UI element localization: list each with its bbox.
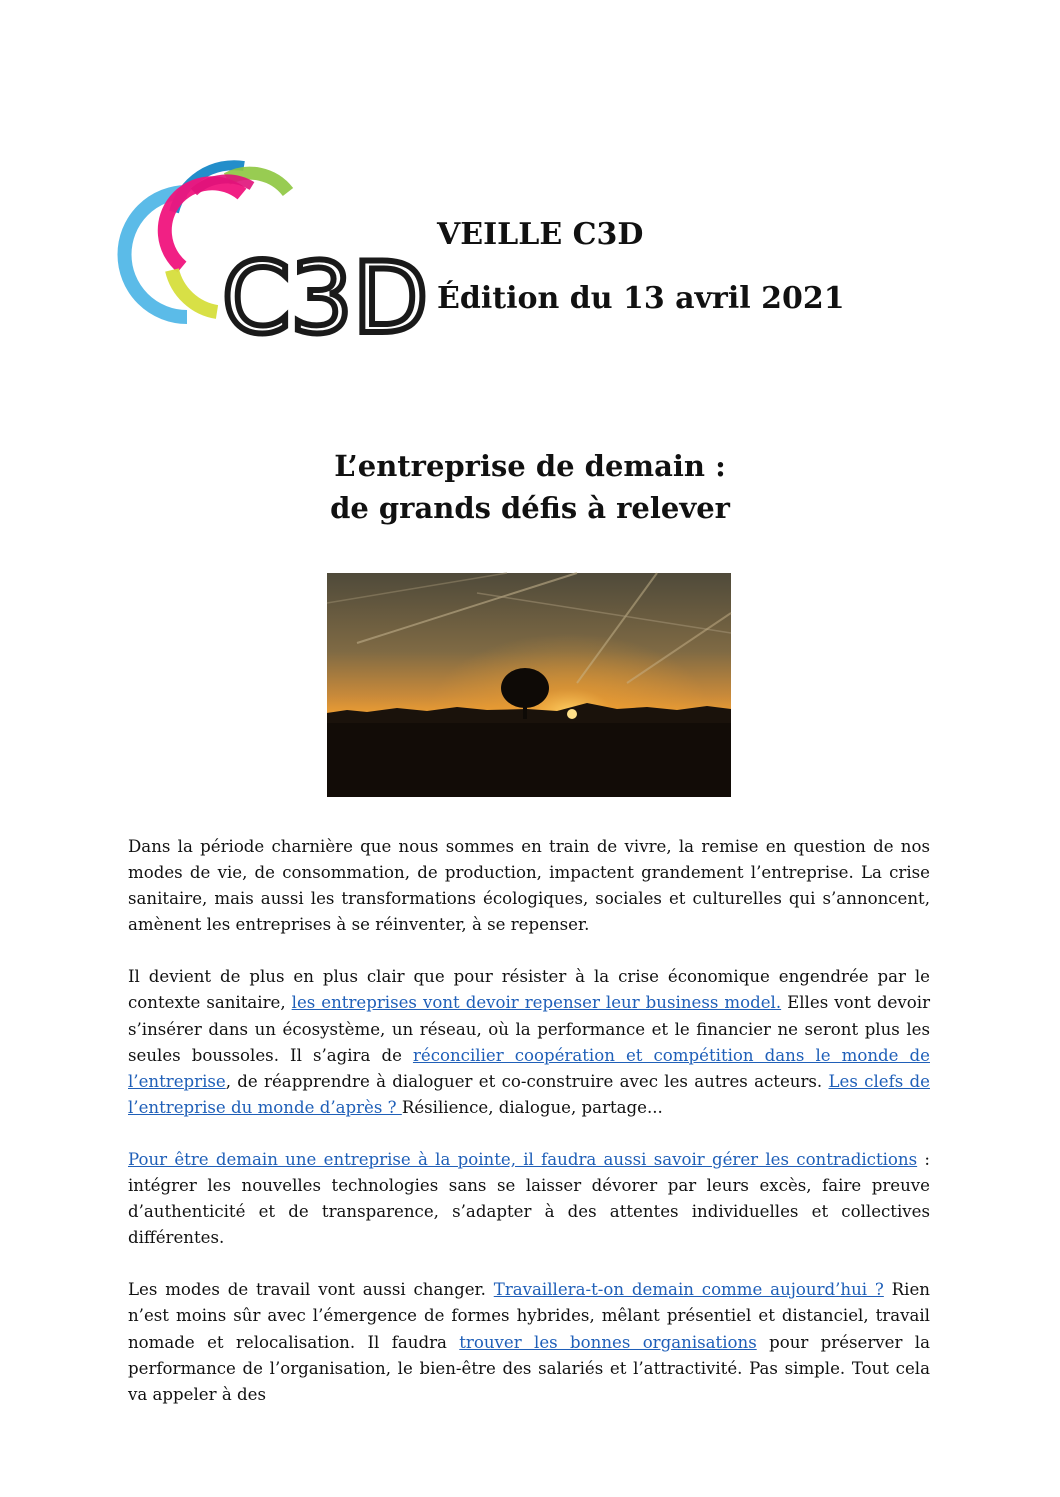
title-line-1: L’entreprise de demain :: [334, 449, 726, 483]
text: Elles vont devoir s’insérer dans un écosystème, un réseau, où la performance et le financier ne seront plus les seules boussoles. Il s’agira de: [128, 993, 931, 1065]
title-line-2: de grands défis à relever: [330, 491, 730, 525]
edition-date: Édition du 13 avril 2021: [437, 281, 845, 316]
article-title: [0, 445, 1060, 529]
edition-header: [437, 217, 845, 322]
link-travaillera-t-on[interactable]: Travaillera-t-on demain comme aujourd’hui ?: [493, 1280, 884, 1300]
text: Résilience, dialogue, partage...: [401, 1097, 663, 1117]
text: Les modes de travail vont aussi changer.: [128, 1280, 494, 1300]
text: pour préserver la performance de l’organisation, le bien-être des salariés et l’attractivité. Pas simple. Tout cela va appeler à des: [128, 1332, 930, 1404]
link-business-model[interactable]: les entreprises vont devoir repenser leur business model.: [291, 993, 782, 1013]
article-body: [128, 834, 930, 1434]
paragraph-3: [128, 1147, 930, 1251]
paragraph-1: Dans la période charnière que nous sommes en train de vivre, la remise en question de nos modes de vie, de consommation, de production, impactent grandement l’entreprise. La crise sanitaire, mais aussi les transformations écologiques, sociales et culturelles qui s’annoncent, amènent les entreprises à se réinventer, à se repenser.: [128, 837, 930, 935]
veille-title: VEILLE C3D: [437, 217, 644, 252]
link-bonnes-organisations[interactable]: trouver les bonnes organisations: [459, 1332, 757, 1352]
paragraph-2: [128, 964, 930, 1121]
text: , de réapprendre à dialoguer et co-construire avec les autres acteurs.: [225, 1071, 829, 1091]
logo-letters: C3D: [222, 242, 429, 356]
link-gerer-contradictions[interactable]: Pour être demain une entreprise à la pointe, il faudra aussi savoir gérer les contradictions: [128, 1149, 918, 1169]
link-clefs-entreprise[interactable]: Les clefs de l’entreprise du monde d’après ?: [128, 1071, 930, 1117]
paragraph-4: [128, 1277, 930, 1407]
link-cooperation-competition[interactable]: réconcilier coopération et compétition dans le monde de l’entreprise: [128, 1045, 930, 1091]
text: Rien n’est moins sûr avec l’émergence de formes hybrides, mêlant présentiel et distanciel, travail nomade et relocalisation. Il faudra: [128, 1280, 930, 1352]
text: Il devient de plus en plus clair que pour résister à la crise économique engendrée par le contexte sanitaire,: [128, 967, 930, 1013]
text: : intégrer les nouvelles technologies sans se laisser dévorer par leurs excès, faire preuve d’authenticité et de transparence, s’adapter à des attentes individuelles et collectives différentes.: [128, 1149, 930, 1248]
sunset-tree-photo: [327, 573, 731, 797]
c3d-logo: [132, 152, 429, 362]
